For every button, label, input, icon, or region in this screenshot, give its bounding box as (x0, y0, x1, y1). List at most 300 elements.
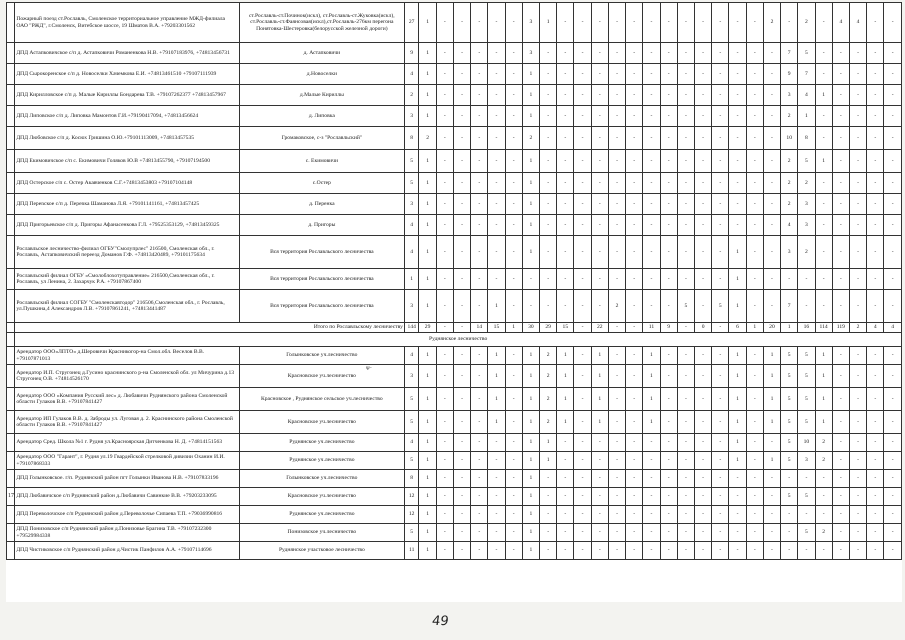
value-cell: - (626, 194, 643, 215)
value-cell: 1 (815, 365, 832, 388)
table-row (7, 150, 902, 173)
value-cell: - (815, 64, 832, 85)
value-cell: 1 (729, 434, 746, 452)
value-cell: 3 (798, 194, 815, 215)
value-cell: - (453, 347, 470, 365)
value-cell: - (660, 236, 677, 269)
value-cell: - (832, 542, 849, 560)
table-row (7, 542, 902, 560)
value-cell: 1 (763, 411, 780, 434)
value-cell: - (574, 452, 591, 470)
value-cell: - (712, 452, 729, 470)
value-cell: - (540, 290, 557, 323)
value-cell: - (694, 347, 711, 365)
territory-cell: Вся территория Рославльского лесничества (239, 269, 404, 290)
value-cell: - (557, 524, 574, 542)
value-cell: - (626, 43, 643, 64)
value-cell: - (643, 194, 660, 215)
value-cell: - (608, 236, 625, 269)
value-cell: 1 (763, 347, 780, 365)
value-cell: - (849, 269, 866, 290)
value-cell: 1 (419, 470, 436, 488)
value-cell: 5 (781, 452, 798, 470)
value-cell: - (763, 85, 780, 106)
value-cell: 5 (404, 150, 419, 173)
value-cell: 1 (815, 411, 832, 434)
value-cell: 1 (557, 411, 574, 434)
value-cell: - (591, 236, 608, 269)
value-cell: - (712, 173, 729, 194)
value-cell: - (712, 542, 729, 560)
value-cell: - (591, 127, 608, 150)
value-cell: - (763, 434, 780, 452)
value-cell: - (660, 488, 677, 506)
value-cell: - (694, 524, 711, 542)
value-cell: - (557, 150, 574, 173)
value-cell: 1 (419, 43, 436, 64)
value-cell: - (608, 506, 625, 524)
left-margin-cell (7, 150, 15, 173)
value-cell: - (453, 173, 470, 194)
value-cell: - (832, 388, 849, 411)
value-cell: - (712, 43, 729, 64)
value-cell: - (660, 411, 677, 434)
value-cell: - (591, 215, 608, 236)
value-cell: - (884, 452, 902, 470)
value-cell: 1 (522, 173, 539, 194)
value-cell: - (867, 269, 884, 290)
value-cell: 1 (522, 452, 539, 470)
value-cell: - (608, 452, 625, 470)
value-cell: - (626, 236, 643, 269)
value-cell: - (436, 215, 453, 236)
value-cell: - (488, 524, 505, 542)
organization-cell: Арендатор И.П. Стругонец д.Гусино краснинского р-на Смоленской обл. ул Мичурина д.13 Стругонец О.В. +74814526170 (15, 365, 240, 388)
value-cell: 5 (798, 524, 815, 542)
territory-cell: Руднянское уч.лесничество (239, 452, 404, 470)
left-margin-cell (7, 542, 15, 560)
value-cell: - (832, 290, 849, 323)
total-value-cell: 20 (763, 323, 780, 333)
value-cell: - (643, 43, 660, 64)
value-cell: - (867, 470, 884, 488)
value-cell: 4 (404, 347, 419, 365)
table-row (7, 64, 902, 85)
value-cell: 4 (849, 3, 866, 43)
value-cell: - (591, 64, 608, 85)
value-cell: - (436, 269, 453, 290)
value-cell: - (660, 150, 677, 173)
value-cell: - (540, 524, 557, 542)
value-cell: - (488, 434, 505, 452)
value-cell: 3 (522, 3, 539, 43)
left-margin-cell (7, 506, 15, 524)
value-cell: - (436, 388, 453, 411)
organization-cell: Пожарный поезд ст.Рославль, Смоленское территориальное управление МЖД-филиала ОАО "РЖД", г.Смоленск, Витебское шоссе, 19 Шматов В.А. +79203301562 (15, 3, 240, 43)
value-cell: - (781, 269, 798, 290)
total-value-cell: 9 (660, 323, 677, 333)
value-cell: - (867, 194, 884, 215)
value-cell: - (505, 194, 522, 215)
value-cell: - (832, 194, 849, 215)
value-cell: 1 (522, 194, 539, 215)
value-cell: - (591, 150, 608, 173)
value-cell: - (471, 524, 488, 542)
value-cell: - (574, 524, 591, 542)
table-row (7, 43, 902, 64)
value-cell: 1 (591, 388, 608, 411)
value-cell: 2 (522, 127, 539, 150)
value-cell: - (505, 365, 522, 388)
value-cell: 1 (557, 388, 574, 411)
value-cell: - (867, 506, 884, 524)
value-cell: - (505, 470, 522, 488)
value-cell: - (436, 236, 453, 269)
value-cell: - (884, 64, 902, 85)
value-cell: - (729, 64, 746, 85)
value-cell: - (694, 43, 711, 64)
organization-cell: ДПД Понизовское с/п Руднянский район д.Понизовье Брагина Т.В. +79107232300 +79529984338 (15, 524, 240, 542)
value-cell: 1 (522, 64, 539, 85)
value-cell: - (763, 524, 780, 542)
value-cell: - (436, 127, 453, 150)
value-cell: - (849, 194, 866, 215)
value-cell: - (815, 3, 832, 43)
value-cell: - (660, 542, 677, 560)
value-cell: - (746, 434, 763, 452)
value-cell: - (712, 524, 729, 542)
value-cell: - (763, 173, 780, 194)
value-cell: - (677, 236, 694, 269)
value-cell: - (832, 173, 849, 194)
value-cell: - (574, 290, 591, 323)
value-cell: - (436, 43, 453, 64)
scan-mark: ᴪ· (366, 364, 373, 372)
value-cell: 1 (643, 411, 660, 434)
value-cell: 1 (643, 347, 660, 365)
value-cell: - (557, 434, 574, 452)
value-cell: 8 (404, 127, 419, 150)
value-cell: - (849, 236, 866, 269)
value-cell: - (436, 452, 453, 470)
value-cell: - (505, 43, 522, 64)
value-cell: - (453, 290, 470, 323)
table-section-header-rudnya (7, 333, 902, 347)
value-cell: - (815, 470, 832, 488)
value-cell: - (729, 470, 746, 488)
value-cell: 3 (404, 290, 419, 323)
value-cell: - (436, 506, 453, 524)
table-row (7, 506, 902, 524)
value-cell: 4 (404, 236, 419, 269)
value-cell: - (608, 64, 625, 85)
value-cell: 1 (419, 64, 436, 85)
value-cell: - (591, 43, 608, 64)
value-cell: 2 (540, 411, 557, 434)
value-cell: - (660, 64, 677, 85)
value-cell: 1 (419, 411, 436, 434)
value-cell: - (453, 542, 470, 560)
value-cell: - (608, 542, 625, 560)
value-cell: - (505, 3, 522, 43)
left-margin-cell (7, 106, 15, 127)
total-value-cell: 15 (488, 323, 505, 333)
value-cell: 8 (404, 470, 419, 488)
left-margin-cell (7, 85, 15, 106)
value-cell: - (660, 269, 677, 290)
value-cell: - (677, 488, 694, 506)
value-cell: 2 (815, 452, 832, 470)
value-cell: - (867, 542, 884, 560)
organization-cell: ДПД Переnское с/п д. Переnка Шаманова Л.Я. +79101141161, +74813457425 (15, 194, 240, 215)
organization-cell: ДПД Переволочское с/п Руднянский район д.Переволочье Сипаева Т.П. +79036990816 (15, 506, 240, 524)
territory-cell: Голынковское уч.лесничество (239, 347, 404, 365)
total-value-cell: 4 (884, 323, 902, 333)
value-cell: 5 (677, 290, 694, 323)
value-cell: 2 (815, 524, 832, 542)
value-cell: - (557, 506, 574, 524)
value-cell: - (884, 488, 902, 506)
value-cell: 5 (781, 488, 798, 506)
value-cell: - (540, 127, 557, 150)
value-cell: - (832, 43, 849, 64)
value-cell: - (712, 236, 729, 269)
value-cell: - (849, 150, 866, 173)
value-cell: - (488, 542, 505, 560)
value-cell: 3 (404, 106, 419, 127)
value-cell: - (540, 488, 557, 506)
value-cell: - (815, 488, 832, 506)
value-cell: - (488, 215, 505, 236)
value-cell: - (746, 3, 763, 43)
value-cell: - (626, 434, 643, 452)
value-cell: - (453, 470, 470, 488)
value-cell: - (746, 290, 763, 323)
value-cell: - (557, 106, 574, 127)
value-cell: - (763, 215, 780, 236)
value-cell: 1 (404, 269, 419, 290)
total-value-cell: 16 (798, 323, 815, 333)
value-cell: - (608, 269, 625, 290)
value-cell: 1 (488, 388, 505, 411)
value-cell: 1 (488, 290, 505, 323)
value-cell: - (798, 542, 815, 560)
value-cell: - (436, 3, 453, 43)
value-cell: - (677, 3, 694, 43)
value-cell: - (453, 43, 470, 64)
value-cell: 1 (522, 388, 539, 411)
value-cell: - (867, 452, 884, 470)
total-value-cell: 29 (419, 323, 436, 333)
value-cell: - (436, 488, 453, 506)
value-cell: - (677, 347, 694, 365)
value-cell: - (505, 236, 522, 269)
value-cell: - (712, 347, 729, 365)
value-cell: - (712, 434, 729, 452)
value-cell: - (746, 127, 763, 150)
left-margin-cell (7, 290, 15, 323)
left-margin-cell (7, 173, 15, 194)
value-cell: - (849, 173, 866, 194)
value-cell: - (849, 388, 866, 411)
value-cell: - (505, 506, 522, 524)
value-cell: 5 (798, 488, 815, 506)
total-value-cell: 4 (867, 323, 884, 333)
value-cell: - (712, 388, 729, 411)
value-cell: - (574, 127, 591, 150)
organization-cell: Рославльский филиал ОГБУ «Смолоблохотуправление» 216500,Смоленская обл., г. Рославль, ул Ленина, 2. Захарчук Р.А. +79107867400 (15, 269, 240, 290)
value-cell: - (643, 127, 660, 150)
value-cell: - (729, 488, 746, 506)
value-cell: - (712, 194, 729, 215)
value-cell: - (591, 542, 608, 560)
left-margin-cell (7, 347, 15, 365)
value-cell: - (453, 269, 470, 290)
value-cell: - (884, 290, 902, 323)
value-cell: - (471, 150, 488, 173)
value-cell: - (540, 194, 557, 215)
value-cell: - (436, 173, 453, 194)
value-cell: - (626, 388, 643, 411)
value-cell: - (763, 127, 780, 150)
value-cell: 8 (798, 127, 815, 150)
value-cell: - (488, 269, 505, 290)
value-cell: - (832, 150, 849, 173)
value-cell: - (608, 524, 625, 542)
value-cell: - (677, 43, 694, 64)
value-cell: 1 (643, 388, 660, 411)
value-cell: - (660, 388, 677, 411)
table-section-roslavl (7, 3, 902, 323)
left-margin-cell (7, 524, 15, 542)
value-cell: - (591, 85, 608, 106)
left-margin-cell (7, 333, 15, 347)
value-cell: - (557, 3, 574, 43)
value-cell: 1 (419, 269, 436, 290)
value-cell: - (884, 411, 902, 434)
value-cell: - (884, 524, 902, 542)
value-cell: - (884, 215, 902, 236)
value-cell: 1 (815, 388, 832, 411)
value-cell: - (763, 106, 780, 127)
value-cell: - (832, 365, 849, 388)
total-value-cell: 114 (815, 323, 832, 333)
value-cell: - (694, 150, 711, 173)
value-cell: - (729, 524, 746, 542)
value-cell: - (574, 64, 591, 85)
territory-cell: Руднянское участковое лесничество (239, 542, 404, 560)
value-cell: - (471, 470, 488, 488)
value-cell: - (729, 106, 746, 127)
value-cell: - (505, 411, 522, 434)
value-cell: - (763, 506, 780, 524)
value-cell: - (626, 542, 643, 560)
total-value-cell: - (677, 323, 694, 333)
value-cell: - (677, 365, 694, 388)
organization-cell: Арендатор ООО "Гарант", г. Рудня ул.19 Гвардейской стрелковой дивизии Оханин И.И. +79107868333 (15, 452, 240, 470)
organization-cell: ДПД Кирилловское с/п д. Малые Кириллы Бондарева Т.В. +79107262377 +74813457967 (15, 85, 240, 106)
value-cell: - (677, 150, 694, 173)
value-cell: - (471, 269, 488, 290)
value-cell: 5 (798, 388, 815, 411)
value-cell: - (453, 106, 470, 127)
value-cell: 1 (419, 434, 436, 452)
value-cell: - (643, 488, 660, 506)
value-cell: - (763, 488, 780, 506)
value-cell: - (574, 470, 591, 488)
value-cell: - (436, 347, 453, 365)
value-cell: - (626, 347, 643, 365)
value-cell: - (815, 194, 832, 215)
value-cell: 5 (404, 524, 419, 542)
value-cell: - (471, 194, 488, 215)
value-cell: - (643, 506, 660, 524)
value-cell: 1 (419, 524, 436, 542)
value-cell: - (694, 106, 711, 127)
value-cell: - (763, 236, 780, 269)
value-cell: - (849, 127, 866, 150)
value-cell: - (488, 452, 505, 470)
value-cell: 1 (729, 365, 746, 388)
value-cell: - (763, 269, 780, 290)
value-cell: - (574, 3, 591, 43)
value-cell: - (660, 173, 677, 194)
value-cell: - (488, 106, 505, 127)
value-cell: - (574, 347, 591, 365)
value-cell: - (591, 269, 608, 290)
value-cell: - (729, 43, 746, 64)
value-cell: - (694, 64, 711, 85)
value-cell: - (884, 365, 902, 388)
value-cell: - (574, 215, 591, 236)
value-cell: - (781, 3, 798, 43)
value-cell: - (488, 127, 505, 150)
territory-cell: Голынковское уч.лесничество (239, 470, 404, 488)
value-cell: - (849, 215, 866, 236)
value-cell: 1 (522, 434, 539, 452)
value-cell: - (643, 106, 660, 127)
value-cell: 2 (540, 365, 557, 388)
value-cell: - (763, 43, 780, 64)
value-cell: - (849, 470, 866, 488)
organization-cell: ДПД Пригорьевское с/п д. Пригоры Афанасенкова Г.Л. +79525353129, +74813459325 (15, 215, 240, 236)
value-cell: - (643, 290, 660, 323)
value-cell: - (677, 470, 694, 488)
table-row (7, 365, 902, 388)
value-cell: - (660, 127, 677, 150)
value-cell: 1 (419, 542, 436, 560)
value-cell: - (505, 106, 522, 127)
value-cell: - (505, 215, 522, 236)
value-cell: - (540, 236, 557, 269)
left-margin-cell (7, 411, 15, 434)
value-cell: - (815, 215, 832, 236)
organization-cell: Арендатор ООО«ЛПТО» д.Шеровичи Красникогор-на Смол.обл. Веселов В.В. +79107871013 (15, 347, 240, 365)
value-cell: - (729, 215, 746, 236)
value-cell: - (832, 347, 849, 365)
value-cell: - (608, 365, 625, 388)
value-cell: - (471, 106, 488, 127)
table-row (7, 388, 902, 411)
value-cell: - (884, 194, 902, 215)
value-cell: 2 (419, 127, 436, 150)
value-cell: 1 (522, 542, 539, 560)
value-cell: - (557, 470, 574, 488)
value-cell: - (781, 524, 798, 542)
left-margin-cell (7, 434, 15, 452)
value-cell: 1 (419, 506, 436, 524)
value-cell: - (712, 365, 729, 388)
